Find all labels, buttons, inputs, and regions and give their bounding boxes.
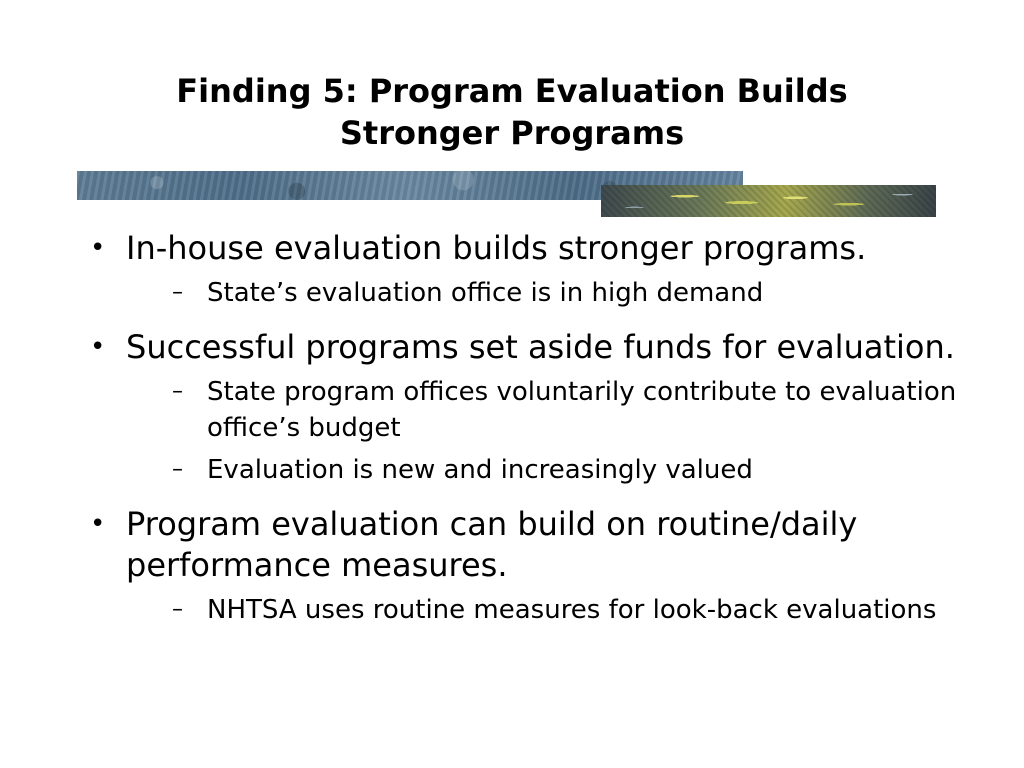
slide-title-line-2: Stronger Programs bbox=[339, 114, 685, 152]
slide-title-line-1: Finding 5: Program Evaluation Builds bbox=[176, 72, 848, 110]
decorative-banner-lichen bbox=[601, 185, 936, 217]
sub-bullet-item: – NHTSA uses routine measures for look-back evaluations bbox=[126, 592, 970, 628]
sub-bullet-item: – Evaluation is new and increasingly valued bbox=[126, 452, 970, 488]
bullet-text: • In-house evaluation builds stronger programs. bbox=[126, 229, 867, 267]
sub-bullet-item: – State’s evaluation office is in high demand bbox=[126, 275, 970, 311]
sub-bullet-list bbox=[126, 374, 970, 488]
bullet-item bbox=[90, 228, 970, 311]
bullet-text: • Program evaluation can build on routine/daily performance measures. bbox=[126, 505, 858, 584]
slide-title bbox=[0, 70, 1024, 154]
sub-bullet-item: – State program offices voluntarily contribute to evaluation office’s budget bbox=[126, 374, 970, 446]
bullet-text: • Successful programs set aside funds for evaluation. bbox=[126, 328, 955, 366]
sub-bullet-list bbox=[126, 592, 970, 628]
sub-bullet-list bbox=[126, 275, 970, 311]
bullet-item bbox=[90, 504, 970, 628]
bullet-list bbox=[90, 228, 970, 628]
bullet-item bbox=[90, 327, 970, 488]
